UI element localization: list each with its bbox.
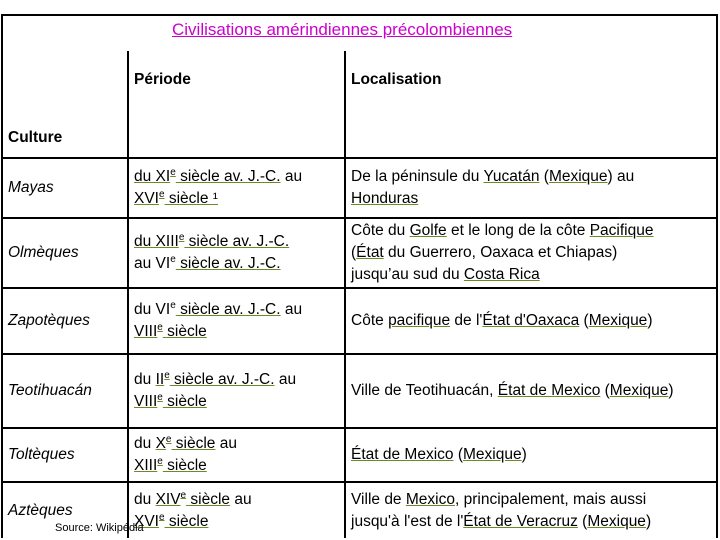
wiki-link[interactable]: siècle [162,323,207,340]
periode-cell [128,482,345,538]
table-row [2,288,717,354]
wiki-link[interactable]: ¹ [212,190,218,207]
culture-cell: Teotihuacán [2,354,128,428]
cell-text: au VI [134,255,171,272]
superscript[interactable]: e [157,391,163,403]
wiki-link[interactable]: État de Veracruz [463,512,578,530]
localisation-cell [345,482,717,538]
source-note: Source: Wikipédia [55,522,144,534]
civilisations-table [1,51,718,538]
periode-cell [128,428,345,482]
wiki-link[interactable]: Pacifique [589,222,654,239]
wiki-link[interactable]: siècle av. J.-C. [184,233,290,250]
periode-cell [128,158,345,218]
header-periode: Période [128,51,345,158]
wiki-link[interactable]: du XIII [134,233,179,250]
cell-text: au [280,168,303,185]
table-header-row [2,51,717,158]
localisation-cell [345,218,717,288]
localisation-cell [345,354,717,428]
cell-text: jusqu’au sud du [351,266,464,283]
cell-text: ) [521,446,527,463]
wiki-link[interactable]: pacifique [388,312,451,329]
superscript[interactable]: e [158,511,165,523]
superscript: e [170,299,176,311]
periode-cell [128,354,345,428]
localisation-cell [345,288,717,354]
table-row [2,428,717,482]
cell-text: ( [539,168,549,185]
wiki-link[interactable]: Honduras [351,190,419,207]
wiki-link[interactable]: siècle av. J.-C. [175,301,281,318]
superscript: e [170,253,176,265]
wiki-link[interactable]: siècle [186,490,231,508]
culture-cell: Aztèques [2,482,128,538]
cell-text: du [134,490,156,508]
table-row [2,218,717,288]
cell-text: de l' [450,312,483,329]
wiki-link[interactable]: Mexico [405,490,455,508]
wiki-link[interactable]: Costa Rica [463,266,540,283]
wiki-link[interactable]: X [155,435,166,452]
cell-text: du [134,371,156,388]
wiki-link[interactable]: Mexique [587,512,646,530]
wiki-link[interactable]: Mexique [463,446,522,463]
wiki-link[interactable]: Golfe [409,222,447,239]
superscript[interactable]: e [180,489,187,501]
wiki-link[interactable]: État d'Oaxaca [482,312,580,329]
cell-text: au [230,490,252,508]
wiki-link[interactable]: État de Mexico [351,446,454,463]
wiki-link[interactable]: État [356,244,384,261]
wiki-link[interactable]: XIV [155,490,181,508]
wiki-link[interactable]: siècle [164,512,209,530]
superscript[interactable]: e [178,231,185,243]
wiki-link[interactable]: VIII [134,393,158,410]
cell-text: ) [647,312,653,329]
wiki-link[interactable]: Yucatán [483,168,540,185]
wiki-link[interactable]: siècle av. J.-C. [175,168,281,185]
wiki-link[interactable]: siècle [164,190,213,207]
wiki-link[interactable]: siècle av. J.-C. [175,255,281,272]
table-row [2,354,717,428]
wiki-link[interactable]: siècle [162,393,207,410]
wiki-link[interactable]: siècle [162,457,207,474]
periode-cell [128,288,345,354]
wiki-link[interactable]: du XI [134,168,171,185]
cell-text: ) au [607,168,635,185]
superscript[interactable]: e [158,188,165,200]
superscript[interactable]: e [164,369,170,381]
cell-text: Ville de Teotihuacán, [351,382,498,399]
cell-text: au [215,435,237,452]
header-localisation: Localisation [345,51,717,158]
cell-text: ( [600,382,610,399]
localisation-cell [345,428,717,482]
wiki-link[interactable]: II [155,371,165,388]
wiki-link[interactable]: siècle av. J.-C. [169,371,275,388]
culture-cell: Toltèques [2,428,128,482]
cell-text: et le long de la côte [446,222,590,239]
cell-text: au [274,371,297,388]
wiki-link[interactable]: XVI [134,190,159,207]
wiki-link[interactable]: Mexique [548,168,608,185]
wiki-link[interactable]: Mexique [588,312,648,329]
superscript[interactable]: e [165,433,172,445]
superscript[interactable]: e [157,455,163,467]
cell-text: du [134,435,156,452]
cell-text: du Guerrero, Oaxaca et Chiapas) [383,244,618,261]
culture-cell: Zapotèques [2,288,128,354]
cell-text: , principalement, mais aussi [454,490,647,508]
cell-text: ) [645,512,652,530]
cell-text: Côte du [351,222,410,239]
cell-text: au [280,301,303,318]
cell-text: Ville de [351,490,406,508]
wiki-link[interactable]: XIII [134,457,158,474]
cell-text: ( [579,312,589,329]
wiki-link[interactable]: siècle [171,435,216,452]
localisation-cell [345,158,717,218]
cell-text: ( [351,244,357,261]
page-title: Civilisations amérindiennes précolombiennes [172,20,513,39]
wiki-link[interactable]: État de Mexico [497,382,601,399]
superscript[interactable]: e [157,321,163,333]
header-culture: Culture [2,51,128,158]
cell-text: De la péninsule du [351,168,484,185]
cell-text: ( [577,512,588,530]
cell-text: du VI [134,301,171,318]
cell-text: ) [668,382,674,399]
periode-cell [128,218,345,288]
cell-text: Côte [351,312,389,329]
wiki-link[interactable]: Mexique [609,382,669,399]
culture-cell: Olmèques [2,218,128,288]
cell-text: ( [453,446,463,463]
cell-text: jusqu'à l'est de l' [351,512,464,530]
wiki-link[interactable]: XVI [134,512,159,530]
culture-cell: Mayas [2,158,128,218]
table-row [2,158,717,218]
superscript[interactable]: e [170,166,176,178]
wiki-link[interactable]: VIII [134,323,158,340]
